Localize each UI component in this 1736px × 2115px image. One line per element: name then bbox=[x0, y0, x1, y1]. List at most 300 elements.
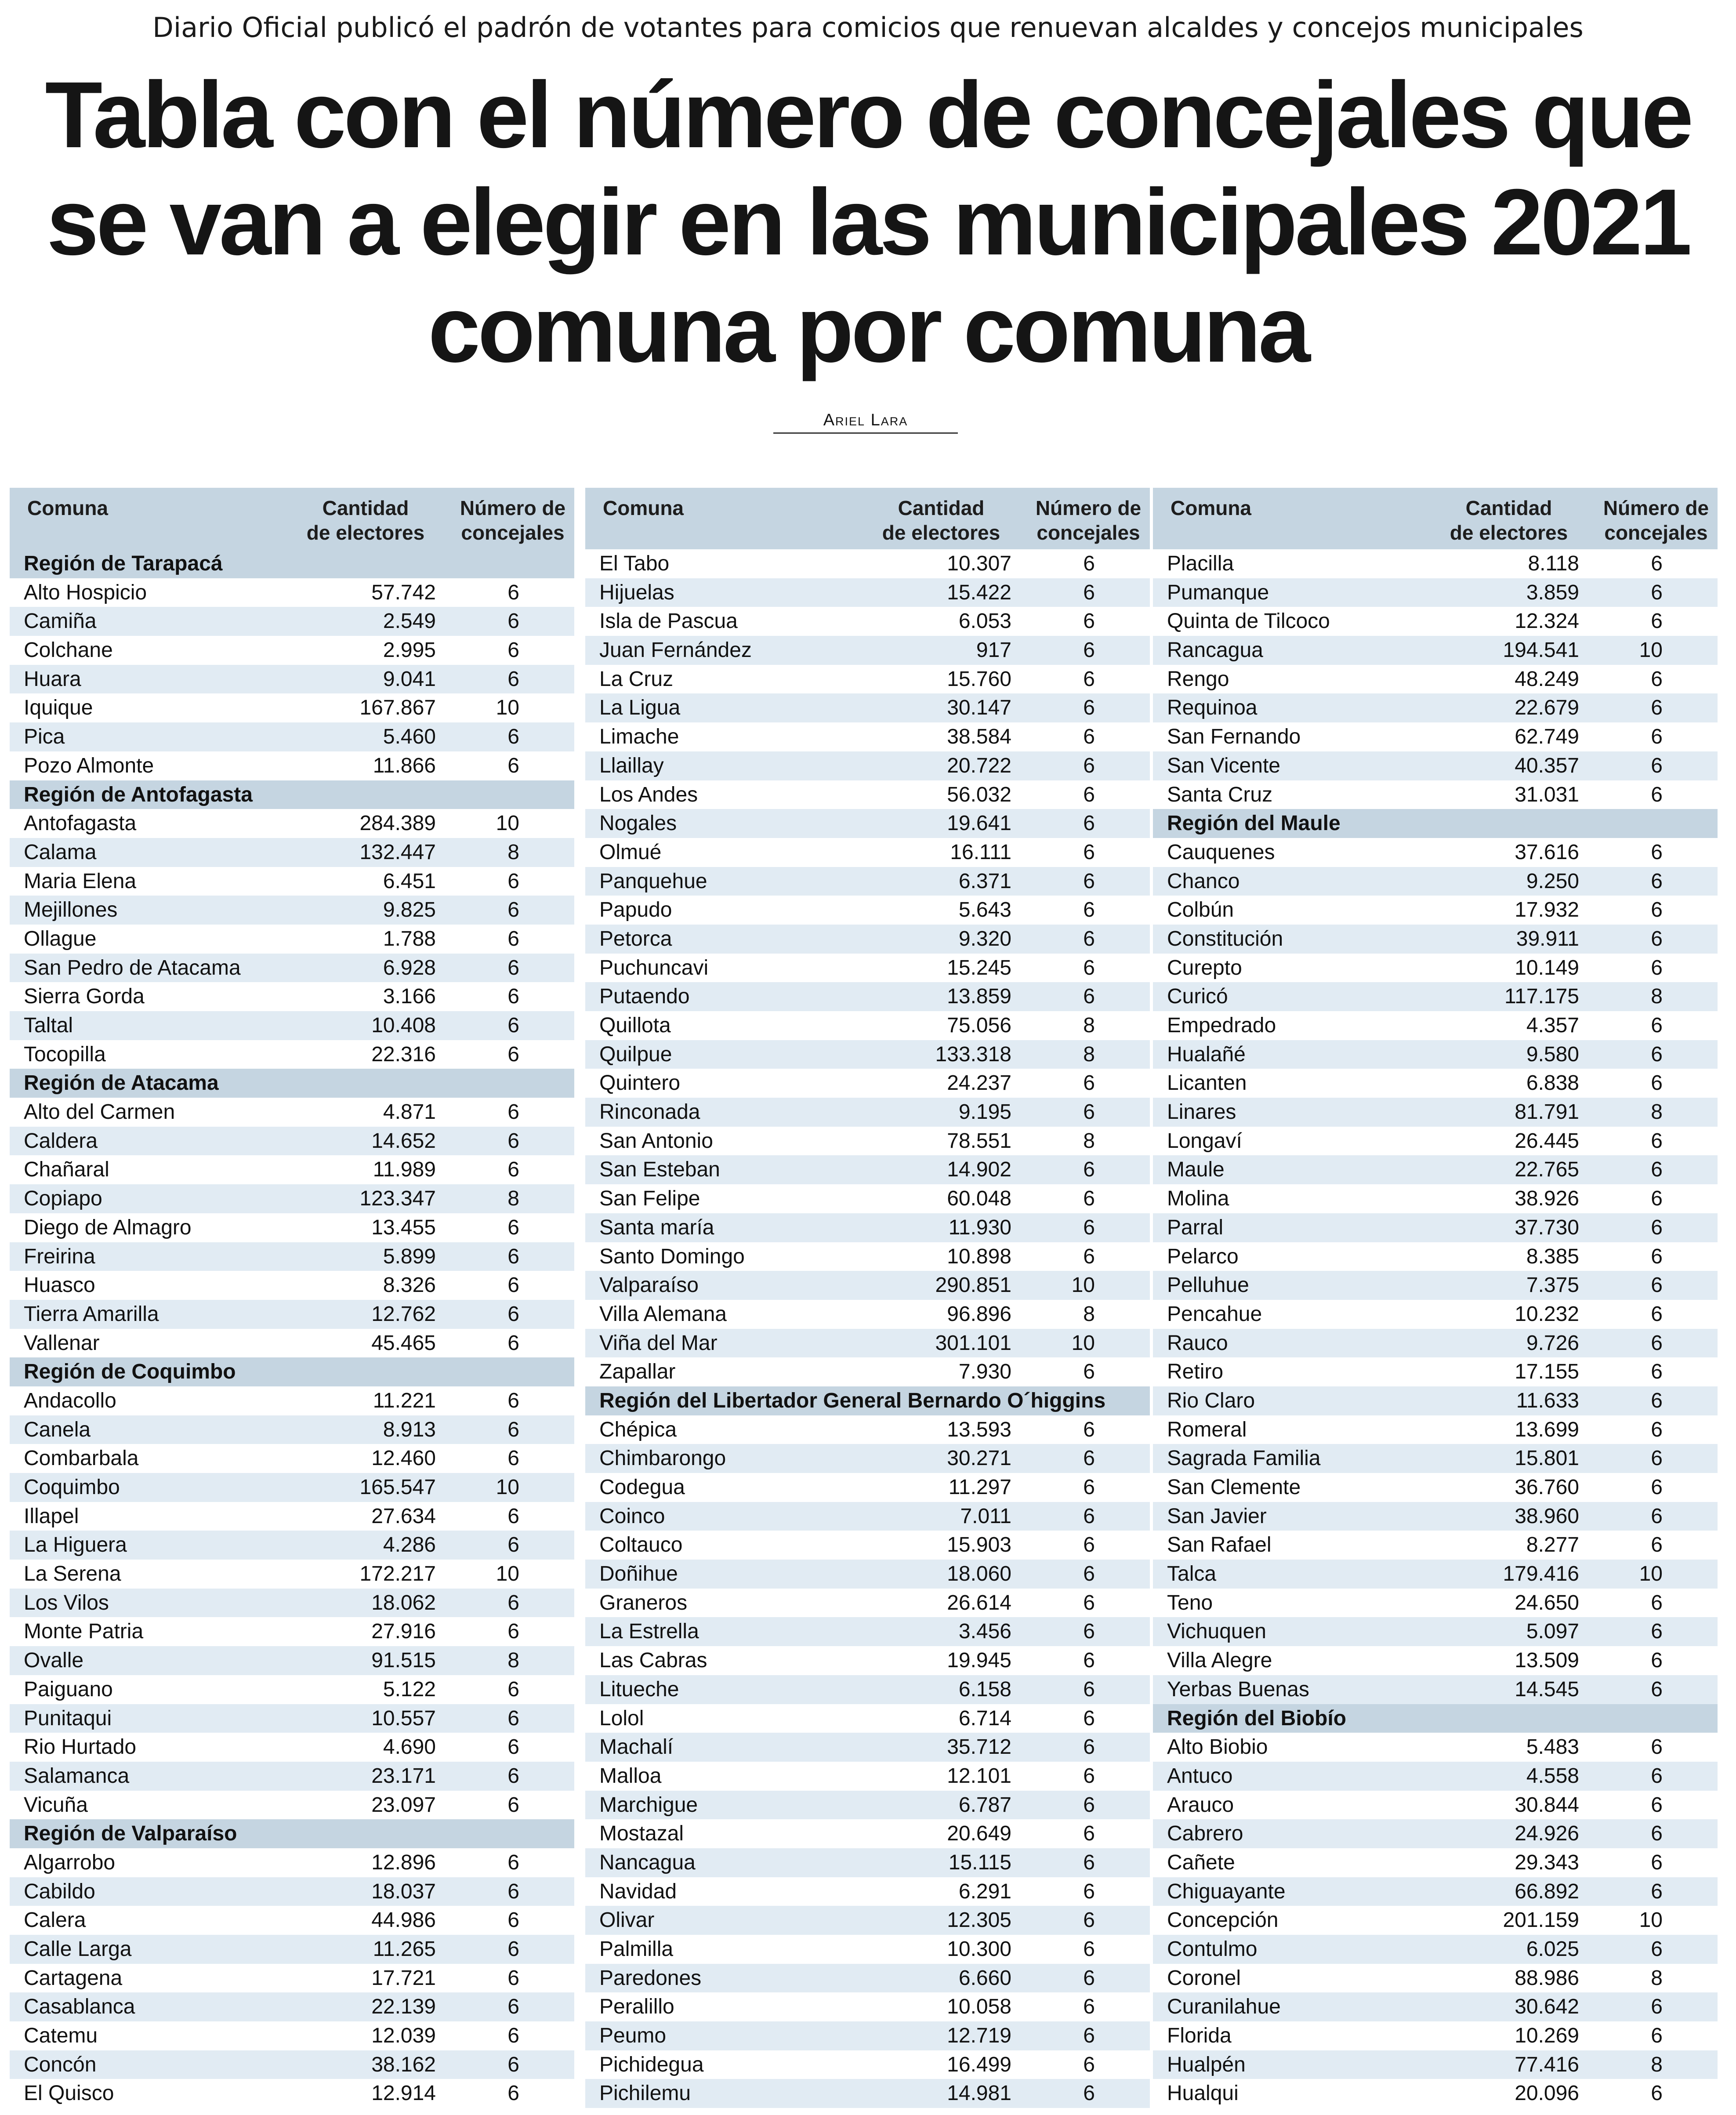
concejales-cell: 6 bbox=[507, 1244, 519, 1268]
electores-cell: 8.913 bbox=[383, 1418, 436, 1441]
table-row bbox=[10, 1617, 574, 1646]
table-row bbox=[1153, 1819, 1718, 1848]
table-row bbox=[10, 1098, 574, 1127]
concejales-cell: 6 bbox=[1651, 667, 1663, 691]
concejales-cell: 6 bbox=[1083, 1418, 1095, 1441]
comuna-cell: Vicuña bbox=[24, 1793, 88, 1817]
table-row bbox=[1153, 1329, 1718, 1358]
electores-cell: 201.159 bbox=[1503, 1908, 1579, 1932]
electores-cell: 45.465 bbox=[371, 1331, 436, 1355]
comuna-cell: Chépica bbox=[599, 1418, 677, 1441]
concejales-cell: 6 bbox=[1651, 783, 1663, 806]
table-body bbox=[10, 549, 574, 2108]
electores-cell: 8.277 bbox=[1526, 1533, 1579, 1557]
electores-cell: 20.722 bbox=[947, 754, 1011, 777]
concejales-cell: 8 bbox=[1083, 1042, 1095, 1066]
table-row bbox=[1153, 1848, 1718, 1877]
concejales-cell: 6 bbox=[507, 609, 519, 633]
electores-cell: 77.416 bbox=[1515, 2053, 1579, 2076]
concejales-cell: 6 bbox=[1651, 754, 1663, 777]
table-row bbox=[1153, 1155, 1718, 1184]
table-row bbox=[10, 1704, 574, 1733]
electores-cell: 22.316 bbox=[371, 1042, 436, 1066]
concejales-cell: 8 bbox=[507, 1649, 519, 1672]
electores-cell: 18.062 bbox=[371, 1591, 436, 1614]
concejales-cell: 6 bbox=[507, 754, 519, 777]
comuna-cell: Chañaral bbox=[24, 1158, 109, 1182]
header-concejales: Número de concejales bbox=[460, 497, 566, 544]
electores-cell: 17.155 bbox=[1515, 1360, 1579, 1384]
table-row bbox=[585, 1819, 1150, 1848]
concejales-cell: 6 bbox=[1651, 1591, 1663, 1614]
concejales-cell: 6 bbox=[1083, 783, 1095, 806]
concejales-cell: 8 bbox=[1651, 1100, 1663, 1124]
electores-cell: 24.926 bbox=[1515, 1822, 1579, 1846]
table-row bbox=[585, 722, 1150, 751]
concejales-cell: 6 bbox=[1651, 1937, 1663, 1961]
comuna-cell: Pica bbox=[24, 725, 65, 749]
concejales-cell: 6 bbox=[1083, 1649, 1095, 1672]
comuna-cell: Rio Claro bbox=[1167, 1389, 1255, 1412]
comuna-cell: Cauquenes bbox=[1167, 840, 1275, 864]
comuna-cell: Florida bbox=[1167, 2024, 1232, 2048]
concejales-cell: 6 bbox=[1651, 1476, 1663, 1499]
table-row bbox=[585, 2050, 1150, 2079]
comuna-cell: Santo Domingo bbox=[599, 1244, 745, 1268]
concejales-cell: 6 bbox=[1083, 1447, 1095, 1470]
table-row bbox=[10, 1040, 574, 1069]
comuna-cell: Ovalle bbox=[24, 1649, 84, 1672]
table-row bbox=[1153, 1617, 1718, 1646]
electores-cell: 13.509 bbox=[1515, 1649, 1579, 1672]
concejales-cell: 6 bbox=[507, 1447, 519, 1470]
headline-line-3: comuna por comuna bbox=[428, 277, 1308, 382]
concejales-cell: 6 bbox=[1083, 2082, 1095, 2105]
table-row bbox=[1153, 1992, 1718, 2021]
electores-cell: 12.896 bbox=[371, 1850, 436, 1874]
comuna-cell: Zapallar bbox=[599, 1360, 676, 1384]
concejales-cell: 6 bbox=[507, 1215, 519, 1239]
headline bbox=[0, 62, 1736, 383]
table-row bbox=[1153, 578, 1718, 607]
table-row bbox=[585, 780, 1150, 809]
comuna-cell: Pencahue bbox=[1167, 1302, 1262, 1326]
comuna-cell: Mejillones bbox=[24, 898, 118, 922]
table-row bbox=[10, 1011, 574, 1040]
concejales-cell: 6 bbox=[1083, 1793, 1095, 1817]
concejales-cell: 6 bbox=[507, 1995, 519, 2019]
comuna-cell: Hualañé bbox=[1167, 1042, 1246, 1066]
comuna-cell: Molina bbox=[1167, 1187, 1229, 1211]
region-header: Región del Biobío bbox=[1153, 1704, 1718, 1733]
table-row bbox=[585, 1098, 1150, 1127]
table-row bbox=[585, 1502, 1150, 1531]
electores-cell: 35.712 bbox=[947, 1735, 1011, 1759]
electores-cell: 13.455 bbox=[371, 1215, 436, 1239]
concejales-cell: 6 bbox=[1651, 1389, 1663, 1412]
comuna-cell: Paiguano bbox=[24, 1677, 113, 1701]
electores-cell: 26.445 bbox=[1515, 1129, 1579, 1153]
electores-cell: 2.549 bbox=[383, 609, 436, 633]
concejales-cell: 8 bbox=[507, 840, 519, 864]
electores-cell: 19.945 bbox=[947, 1649, 1011, 1672]
comuna-cell: La Higuera bbox=[24, 1533, 127, 1557]
table-row bbox=[585, 954, 1150, 983]
concejales-cell: 6 bbox=[1651, 869, 1663, 893]
electores-cell: 117.175 bbox=[1504, 985, 1579, 1009]
table-row bbox=[1153, 1906, 1718, 1935]
concejales-cell: 6 bbox=[1651, 956, 1663, 980]
comuna-cell: Maule bbox=[1167, 1158, 1225, 1182]
concejales-cell: 6 bbox=[1083, 1850, 1095, 1874]
comuna-cell: Puchuncavi bbox=[599, 956, 709, 980]
header-electores: Cantidad de electores bbox=[306, 497, 425, 544]
electores-cell: 14.902 bbox=[947, 1158, 1011, 1182]
electores-cell: 10.408 bbox=[371, 1014, 436, 1037]
concejales-cell: 6 bbox=[507, 1735, 519, 1759]
concejales-cell: 6 bbox=[507, 1677, 519, 1701]
concejales-cell: 6 bbox=[1651, 1187, 1663, 1211]
comuna-cell: Chiguayante bbox=[1167, 1879, 1286, 1903]
electores-cell: 12.762 bbox=[371, 1302, 436, 1326]
comuna-cell: San Pedro de Atacama bbox=[24, 956, 241, 980]
comuna-cell: Limache bbox=[599, 725, 679, 749]
concejales-cell: 6 bbox=[1651, 1418, 1663, 1441]
table-column-1 bbox=[10, 488, 574, 2108]
region-header: Región de Coquimbo bbox=[10, 1357, 574, 1386]
electores-cell: 30.844 bbox=[1515, 1793, 1579, 1817]
concejales-cell: 6 bbox=[1651, 2082, 1663, 2105]
comuna-cell: Rinconada bbox=[599, 1100, 700, 1124]
concejales-cell: 6 bbox=[507, 956, 519, 980]
electores-cell: 16.499 bbox=[947, 2053, 1011, 2076]
electores-cell: 31.031 bbox=[1515, 783, 1579, 806]
comuna-cell: Peralillo bbox=[599, 1995, 674, 2019]
table-row bbox=[1153, 1242, 1718, 1271]
electores-cell: 24.237 bbox=[947, 1071, 1011, 1095]
comuna-cell: Freirina bbox=[24, 1244, 95, 1268]
comuna-cell: Papudo bbox=[599, 898, 672, 922]
electores-cell: 10.232 bbox=[1515, 1302, 1579, 1326]
electores-cell: 10.300 bbox=[947, 1937, 1011, 1961]
comuna-cell: Olmué bbox=[599, 840, 662, 864]
electores-cell: 20.649 bbox=[947, 1822, 1011, 1846]
concejales-cell: 6 bbox=[1651, 1158, 1663, 1182]
electores-cell: 38.926 bbox=[1515, 1187, 1579, 1211]
concejales-cell: 6 bbox=[507, 1273, 519, 1297]
table-row bbox=[585, 549, 1150, 578]
comuna-cell: Alto Biobio bbox=[1167, 1735, 1268, 1759]
concejales-cell: 6 bbox=[1083, 1937, 1095, 1961]
concejales-cell: 6 bbox=[1083, 840, 1095, 864]
electores-cell: 4.690 bbox=[383, 1735, 436, 1759]
comuna-cell: Concón bbox=[24, 2053, 97, 2076]
comuna-cell: Colchane bbox=[24, 638, 113, 662]
electores-cell: 38.162 bbox=[371, 2053, 436, 2076]
concejales-cell: 10 bbox=[1639, 1908, 1663, 1932]
region-header: Región de Atacama bbox=[10, 1069, 574, 1098]
comuna-cell: Teno bbox=[1167, 1591, 1213, 1614]
table-header bbox=[585, 488, 1150, 549]
concejales-cell: 6 bbox=[507, 1504, 519, 1528]
concejales-cell: 6 bbox=[1083, 1476, 1095, 1499]
table-row bbox=[585, 1415, 1150, 1444]
table-row bbox=[10, 1646, 574, 1675]
table-row bbox=[10, 809, 574, 838]
comuna-cell: Quinta de Tilcoco bbox=[1167, 609, 1330, 633]
concejales-cell: 6 bbox=[507, 1850, 519, 1874]
concejales-cell: 6 bbox=[1083, 1533, 1095, 1557]
table-row bbox=[585, 636, 1150, 665]
concejales-cell: 6 bbox=[507, 2053, 519, 2076]
table-row bbox=[10, 1473, 574, 1502]
electores-cell: 29.343 bbox=[1515, 1850, 1579, 1874]
table-row bbox=[1153, 665, 1718, 694]
electores-cell: 11.265 bbox=[373, 1937, 436, 1961]
concejales-cell: 6 bbox=[507, 1879, 519, 1903]
table-row bbox=[1153, 1444, 1718, 1473]
table-row bbox=[585, 1762, 1150, 1791]
table-row bbox=[585, 1935, 1150, 1964]
electores-cell: 36.760 bbox=[1515, 1476, 1579, 1499]
comuna-cell: Coinco bbox=[599, 1504, 665, 1528]
concejales-cell: 6 bbox=[507, 1764, 519, 1788]
region-header: Región del Libertador General Bernardo O´higgins bbox=[585, 1386, 1150, 1415]
header-concejales: Número de concejales bbox=[1035, 497, 1142, 544]
comuna-cell: Pelluhue bbox=[1167, 1273, 1249, 1297]
concejales-cell: 6 bbox=[1083, 2053, 1095, 2076]
electores-cell: 56.032 bbox=[947, 783, 1011, 806]
electores-cell: 8.118 bbox=[1528, 552, 1579, 575]
table-row bbox=[10, 578, 574, 607]
comuna-cell: El Quisco bbox=[24, 2082, 114, 2105]
table-row bbox=[585, 1848, 1150, 1877]
electores-cell: 9.041 bbox=[383, 667, 436, 691]
comuna-cell: La Serena bbox=[24, 1562, 121, 1586]
table-row bbox=[1153, 1502, 1718, 1531]
comuna-cell: Curepto bbox=[1167, 956, 1242, 980]
comuna-cell: Linares bbox=[1167, 1100, 1236, 1124]
table-row bbox=[10, 1762, 574, 1791]
electores-cell: 4.286 bbox=[383, 1533, 436, 1557]
comuna-cell: Peumo bbox=[599, 2024, 667, 2048]
electores-cell: 7.375 bbox=[1526, 1273, 1579, 1297]
comuna-cell: Antofagasta bbox=[24, 812, 137, 835]
electores-cell: 194.541 bbox=[1503, 638, 1579, 662]
electores-cell: 6.660 bbox=[958, 1966, 1011, 1990]
comuna-cell: Nogales bbox=[599, 812, 677, 835]
table-row bbox=[10, 1935, 574, 1964]
comuna-cell: Requinoa bbox=[1167, 696, 1258, 720]
electores-cell: 10.307 bbox=[947, 552, 1011, 575]
concejales-cell: 6 bbox=[1651, 1879, 1663, 1903]
electores-cell: 5.460 bbox=[383, 725, 436, 749]
header-comuna: Comuna bbox=[603, 497, 684, 519]
table-row bbox=[585, 809, 1150, 838]
comuna-cell: Quillota bbox=[599, 1014, 671, 1037]
electores-cell: 66.892 bbox=[1515, 1879, 1579, 1903]
table-header bbox=[10, 488, 574, 549]
table-row bbox=[10, 693, 574, 722]
comuna-cell: Pozo Almonte bbox=[24, 754, 154, 777]
table-row bbox=[1153, 780, 1718, 809]
electores-cell: 7.930 bbox=[958, 1360, 1011, 1384]
table-row bbox=[1153, 2021, 1718, 2050]
electores-cell: 30.271 bbox=[947, 1447, 1011, 1470]
concejales-cell: 6 bbox=[507, 1389, 519, 1412]
electores-cell: 9.250 bbox=[1526, 869, 1579, 893]
comuna-cell: Licanten bbox=[1167, 1071, 1247, 1095]
concejales-cell: 8 bbox=[1083, 1129, 1095, 1153]
concejales-cell: 6 bbox=[1651, 552, 1663, 575]
comuna-cell: Viña del Mar bbox=[599, 1331, 718, 1355]
comuna-cell: Marchigue bbox=[599, 1793, 698, 1817]
concejales-cell: 6 bbox=[1651, 1649, 1663, 1672]
table-body bbox=[1153, 549, 1718, 2108]
table-row bbox=[1153, 549, 1718, 578]
electores-cell: 12.305 bbox=[947, 1908, 1011, 1932]
concejales-cell: 6 bbox=[507, 725, 519, 749]
comuna-cell: Romeral bbox=[1167, 1418, 1247, 1441]
comuna-cell: Curicó bbox=[1167, 985, 1228, 1009]
table-row bbox=[10, 2050, 574, 2079]
concejales-cell: 6 bbox=[1083, 1591, 1095, 1614]
comuna-cell: Valparaíso bbox=[599, 1273, 699, 1297]
comuna-cell: Mostazal bbox=[599, 1822, 684, 1846]
electores-cell: 11.989 bbox=[373, 1158, 436, 1182]
table-row bbox=[1153, 1271, 1718, 1300]
comuna-cell: Constitución bbox=[1167, 927, 1283, 950]
concejales-cell: 6 bbox=[507, 985, 519, 1009]
concejales-cell: 6 bbox=[507, 1706, 519, 1730]
comuna-cell: Chimbarongo bbox=[599, 1447, 726, 1470]
electores-cell: 96.896 bbox=[947, 1302, 1011, 1326]
concejales-cell: 6 bbox=[1083, 754, 1095, 777]
concejales-cell: 6 bbox=[507, 1014, 519, 1037]
table-row bbox=[585, 1733, 1150, 1762]
concejales-cell: 6 bbox=[507, 667, 519, 691]
concejales-cell: 6 bbox=[507, 1591, 519, 1614]
electores-cell: 20.096 bbox=[1515, 2082, 1579, 2105]
electores-cell: 30.147 bbox=[947, 696, 1011, 720]
comuna-cell: Quilpue bbox=[599, 1042, 672, 1066]
headline-line-1: Tabla con el número de concejales que bbox=[45, 62, 1691, 167]
electores-cell: 5.643 bbox=[958, 898, 1011, 922]
concejales-cell: 6 bbox=[1083, 812, 1095, 835]
comuna-cell: Putaendo bbox=[599, 985, 690, 1009]
electores-cell: 62.749 bbox=[1515, 725, 1579, 749]
comuna-cell: Calama bbox=[24, 840, 97, 864]
electores-cell: 133.318 bbox=[935, 1042, 1011, 1066]
table-row bbox=[1153, 722, 1718, 751]
table-row bbox=[10, 1242, 574, 1271]
comuna-cell: Calle Larga bbox=[24, 1937, 132, 1961]
table-row bbox=[10, 1675, 574, 1704]
table-row bbox=[585, 1329, 1150, 1358]
concejales-cell: 6 bbox=[507, 1100, 519, 1124]
table-row bbox=[10, 1560, 574, 1589]
comuna-cell: Palmilla bbox=[599, 1937, 674, 1961]
region-header: Región de Antofagasta bbox=[10, 780, 574, 809]
electores-cell: 13.593 bbox=[947, 1418, 1011, 1441]
concejales-cell: 6 bbox=[1083, 1187, 1095, 1211]
concejales-cell: 6 bbox=[1651, 1764, 1663, 1788]
electores-cell: 5.097 bbox=[1526, 1620, 1579, 1643]
concejales-cell: 6 bbox=[507, 1966, 519, 1990]
concejales-cell: 6 bbox=[1083, 1706, 1095, 1730]
table-row bbox=[10, 636, 574, 665]
table-row bbox=[1153, 1791, 1718, 1820]
table-row bbox=[1153, 607, 1718, 636]
comuna-cell: Andacollo bbox=[24, 1389, 116, 1412]
comuna-cell: Colbún bbox=[1167, 898, 1234, 922]
electores-cell: 11.633 bbox=[1516, 1389, 1579, 1412]
electores-cell: 12.039 bbox=[371, 2024, 436, 2048]
comuna-cell: Arauco bbox=[1167, 1793, 1234, 1817]
concejales-cell: 8 bbox=[1651, 985, 1663, 1009]
comuna-cell: Catemu bbox=[24, 2024, 98, 2048]
table-row bbox=[10, 1444, 574, 1473]
table-row bbox=[1153, 2079, 1718, 2108]
concejales-cell: 6 bbox=[1083, 1620, 1095, 1643]
comuna-cell: Longaví bbox=[1167, 1129, 1242, 1153]
electores-cell: 179.416 bbox=[1503, 1562, 1579, 1586]
comuna-cell: Doñihue bbox=[599, 1562, 678, 1586]
table-row bbox=[10, 1415, 574, 1444]
header-electores: Cantidad de electores bbox=[1450, 497, 1568, 544]
electores-cell: 38.584 bbox=[947, 725, 1011, 749]
comuna-cell: Los Andes bbox=[599, 783, 698, 806]
electores-cell: 8.385 bbox=[1526, 1244, 1579, 1268]
electores-cell: 6.838 bbox=[1526, 1071, 1579, 1095]
concejales-cell: 6 bbox=[1083, 1215, 1095, 1239]
concejales-cell: 6 bbox=[1651, 1244, 1663, 1268]
concejales-cell: 6 bbox=[1083, 1764, 1095, 1788]
table-row bbox=[585, 1357, 1150, 1386]
concejales-cell: 6 bbox=[1651, 1850, 1663, 1874]
electores-cell: 4.357 bbox=[1526, 1014, 1579, 1037]
table-row bbox=[10, 1127, 574, 1156]
table-row bbox=[1153, 867, 1718, 896]
concejales-cell: 10 bbox=[1071, 1331, 1095, 1355]
comuna-cell: Malloa bbox=[599, 1764, 662, 1788]
concejales-cell: 6 bbox=[1083, 985, 1095, 1009]
concejales-cell: 8 bbox=[1651, 2053, 1663, 2076]
comuna-cell: Huasco bbox=[24, 1273, 95, 1297]
comuna-cell: Rancagua bbox=[1167, 638, 1263, 662]
electores-cell: 22.765 bbox=[1515, 1158, 1579, 1182]
electores-cell: 23.171 bbox=[371, 1764, 436, 1788]
comuna-cell: Rio Hurtado bbox=[24, 1735, 137, 1759]
comuna-cell: La Cruz bbox=[599, 667, 674, 691]
table-row bbox=[585, 1877, 1150, 1906]
comuna-cell: Coquimbo bbox=[24, 1476, 120, 1499]
table-row bbox=[585, 1617, 1150, 1646]
concejales-cell: 6 bbox=[507, 2082, 519, 2105]
concejales-cell: 6 bbox=[1651, 1302, 1663, 1326]
table-row bbox=[10, 982, 574, 1011]
concejales-cell: 6 bbox=[1083, 580, 1095, 604]
concejales-cell: 6 bbox=[1083, 956, 1095, 980]
concejales-cell: 6 bbox=[1083, 1360, 1095, 1384]
electores-cell: 9.580 bbox=[1526, 1042, 1579, 1066]
concejales-cell: 6 bbox=[507, 2024, 519, 2048]
concejales-cell: 10 bbox=[1639, 1562, 1663, 1586]
comuna-cell: Monte Patria bbox=[24, 1620, 144, 1643]
concejales-cell: 6 bbox=[1083, 609, 1095, 633]
comuna-cell: Yerbas Buenas bbox=[1167, 1677, 1309, 1701]
comuna-cell: Villa Alemana bbox=[599, 1302, 727, 1326]
